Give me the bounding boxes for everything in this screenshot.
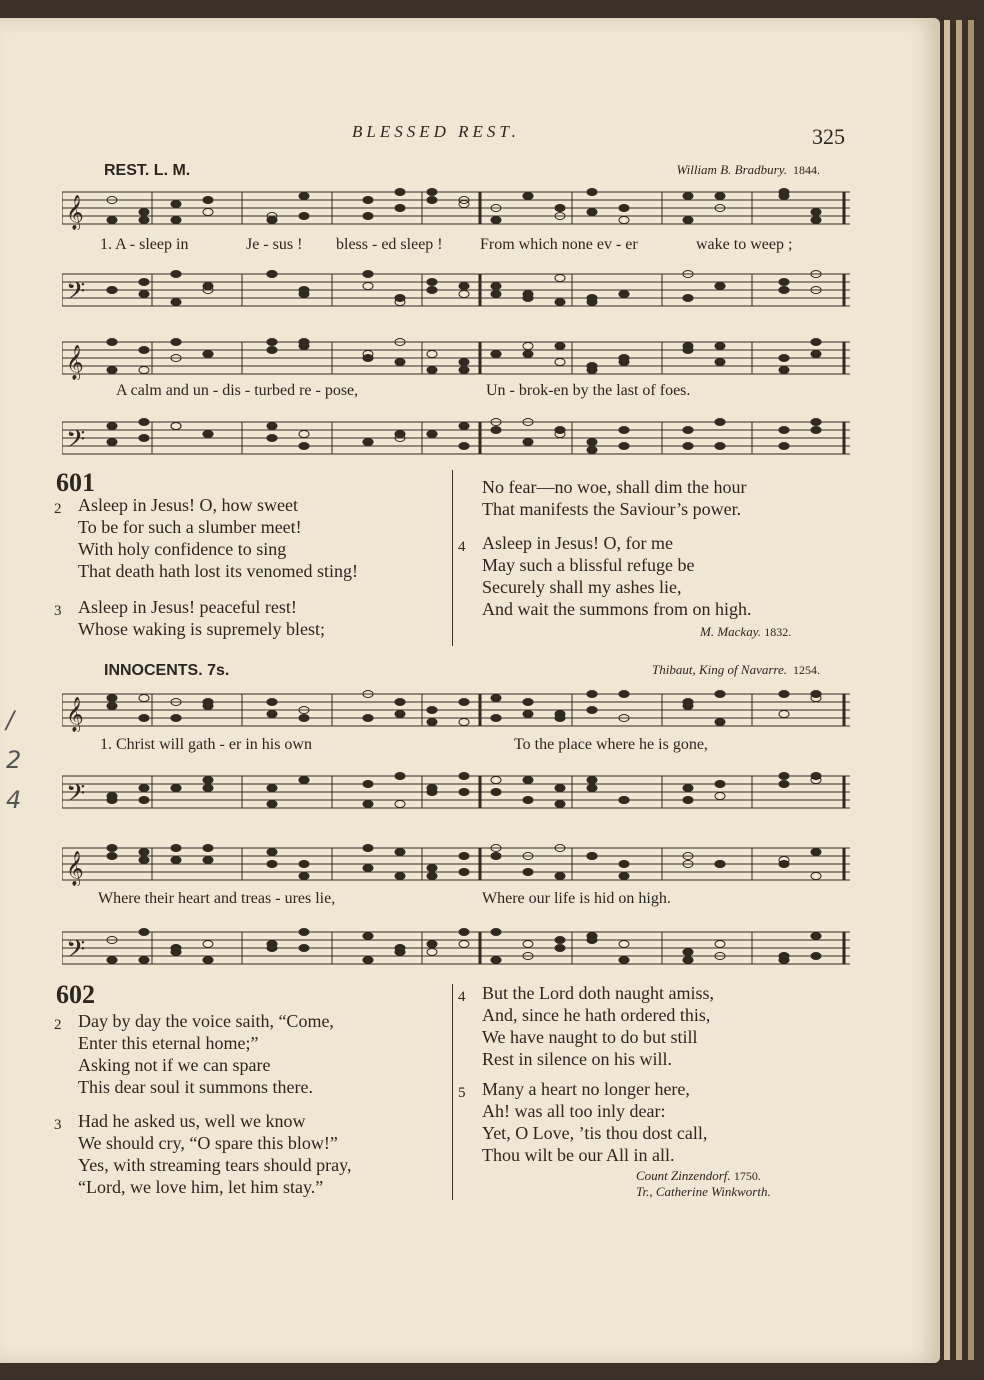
treble-staff [62,842,850,886]
margin-note: / [6,706,15,734]
lyric-line: A calm and un - dis - turbed re - pose, Un - brok-en by the last of foes. [116,382,691,399]
tune-name: REST. L. M. [104,162,191,179]
verse-5: 5 Many a heart no longer here, Ah! was all too inly dear: Yet, O Love, ’tis thou dost call, Thou wilt be our All in all. [458,1079,708,1165]
author-credit: Count Zinzendorf. 1750. [636,1168,761,1183]
page-edge [944,20,950,1360]
svg-text:𝄢: 𝄢 [66,779,86,814]
hymn-number: 601 [56,468,95,497]
translator-credit: Tr., Catherine Winkworth. [636,1184,771,1199]
lyric-line: 1. A - sleep in Je - sus ! bless - ed sleep ! From which none ev - er wake to weep ; [100,236,793,253]
hymn-number: 602 [56,980,95,1009]
bass-staff [62,416,850,460]
treble-staff [62,186,850,230]
bass-staff [62,926,850,970]
tune-composer: William B. Bradbury. 1844. [676,162,820,177]
treble-staff [62,336,850,380]
lyric-line: Where their heart and treas - ures lie, Where our life is hid on high. [98,890,671,907]
verse-4: 4 But the Lord doth naught amiss, And, since he hath ordered this, We have naught to do but still Rest in silence on his will. [458,983,714,1069]
verse-3-continued: No fear—no woe, shall dim the hour That manifests the Saviour’s power. [482,477,747,519]
page-edge [956,20,962,1360]
verse-2: 2 Asleep in Jesus! O, how sweet To be for such a slumber meet! With holy confidence to sing That death hath lost its venomed sting! [54,495,358,581]
svg-text:𝄞: 𝄞 [66,195,84,230]
column-divider [452,470,453,646]
tune-header-rest [0,162,940,186]
svg-text:𝄢: 𝄢 [66,277,86,312]
page-edge [968,20,974,1360]
verse-3: 3 Asleep in Jesus! peaceful rest! Whose waking is supremely blest; [54,597,325,639]
tune-header-innocents [0,662,940,686]
svg-text:𝄢: 𝄢 [66,935,86,970]
page-number: 325 [812,124,845,149]
bass-staff [62,770,850,814]
verse-3: 3 Had he asked us, well we know We should cry, “O spare this blow!” Yes, with streaming tears should pray, “Lord, we love him, let him stay.” [54,1111,352,1197]
running-title: BLESSED REST. [352,122,520,141]
verse-2: 2 Day by day the voice saith, “Come, Enter this eternal home;” Asking not if we can spare This dear soul it summons there. [54,1011,334,1097]
tune-composer: Thibaut, King of Navarre. 1254. [652,662,820,677]
svg-text:𝄞: 𝄞 [66,697,84,732]
page-header [0,118,940,148]
author-credit: M. Mackay. 1832. [700,624,792,639]
treble-staff [62,688,850,732]
margin-note: 4 [6,786,22,814]
margin-note: 2 [6,746,22,774]
svg-text:𝄞: 𝄞 [66,345,84,380]
column-divider [452,984,453,1200]
svg-text:𝄢: 𝄢 [66,425,86,460]
lyric-line: 1. Christ will gath - er in his own To the place where he is gone, [100,736,708,753]
bass-staff [62,268,850,312]
tune-name: INNOCENTS. 7s. [104,662,230,679]
verse-4: 4 Asleep in Jesus! O, for me May such a blissful refuge be Securely shall my ashes lie, And wait the summons from on high. [458,533,752,619]
svg-text:𝄞: 𝄞 [66,851,84,886]
